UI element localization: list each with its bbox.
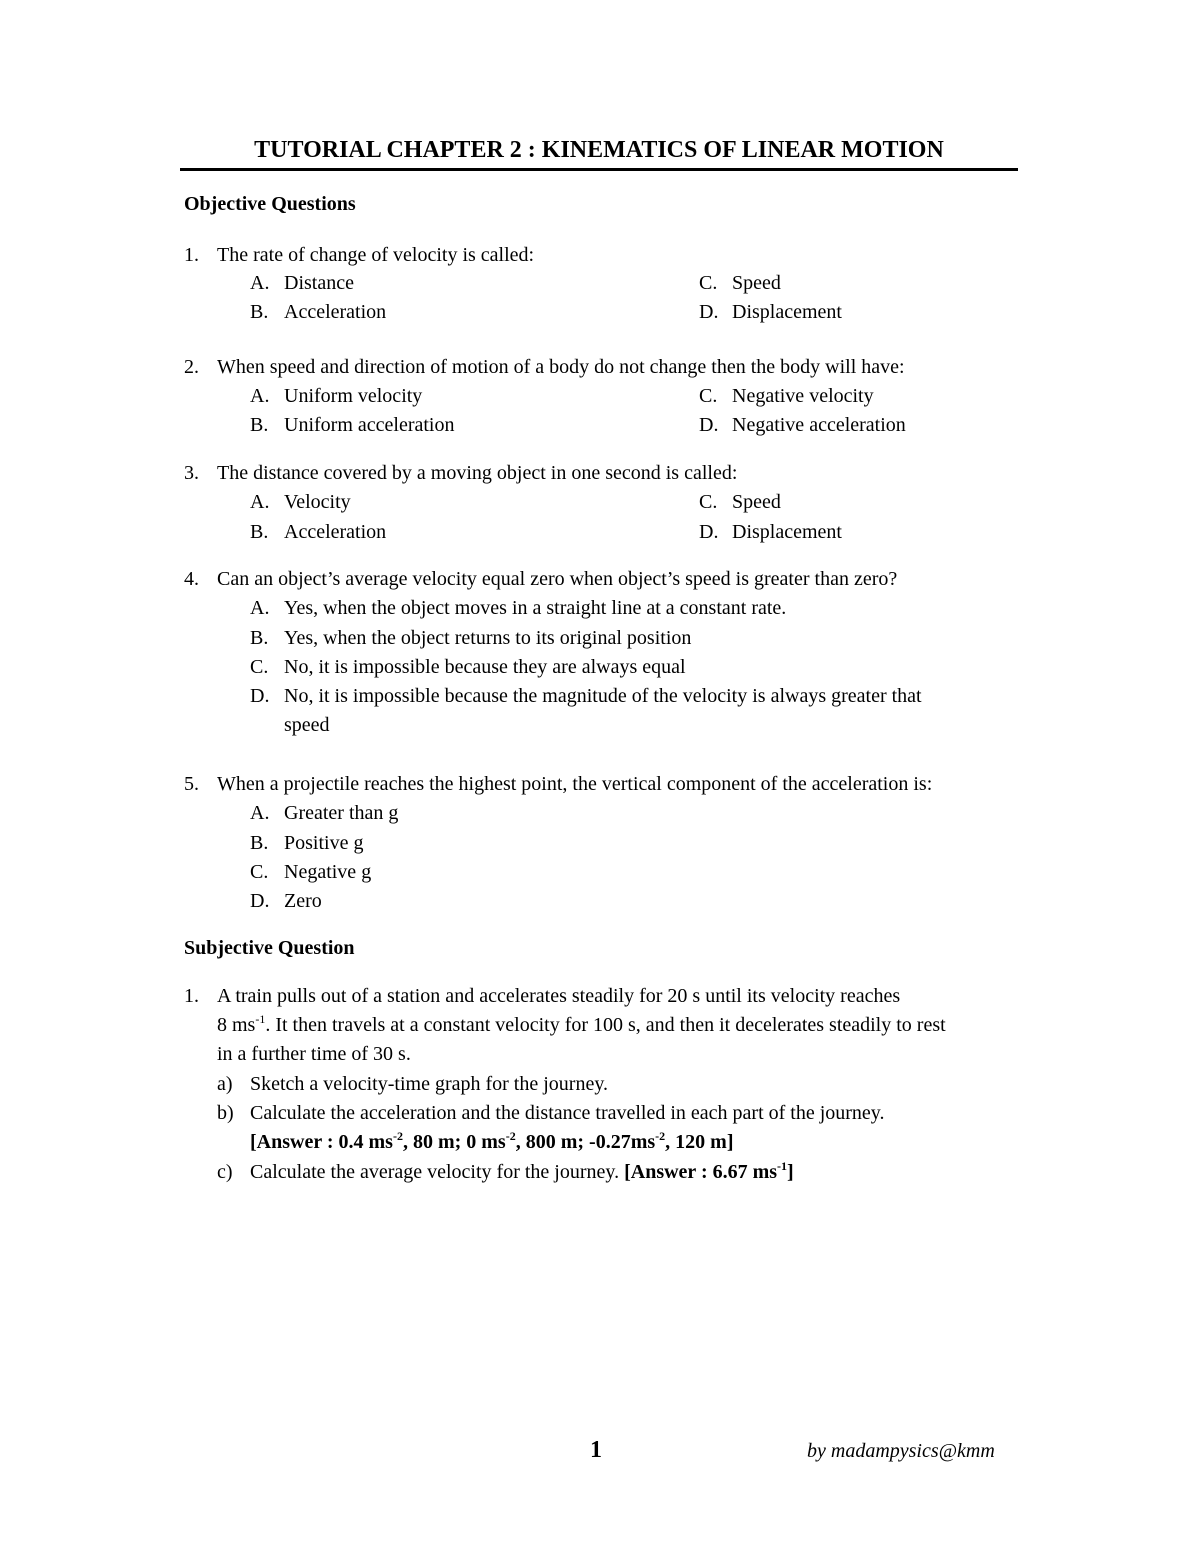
document-page: TUTORIAL CHAPTER 2 : KINEMATICS OF LINEAR MOTION Objective Questions 1. The rate of change of velocity is called: A. Distance C. Speed B. Acceleration D. Displacement 2. When speed and direction of motion of a body do not change then the body will have: A. Uniform velocity C. Negative velocity B. Uniform acceleration D. Negative acceleration 3. The distance covered by a moving object in one second is called: A. Velocity C. Speed B. Acceleration D. Displacement 4. Can an object’s average velocity equal zero when object’s speed is greater than zero? A. Yes, when the object moves in a straight line at a constant rate. B. Yes, when the object returns to its original position C. No, it is impossible because they are always equal D. No, it is impossible because the magnitude of the velocity is always greater that speed 5. When a projectile reaches the highest point, the vertical component of the acceleration is: A. Greater than g B. Positive g C. Negative g D. Zero Subjective Question 1. A train pulls out of a station and accelerates steadily for 20 s until its velocity reaches 8 $ms^{-1}$. It then travels at a constant velocity for 100 s, and then it decelerates steadily to rest in a further time of 30 s. a) Sketch a velocity-time graph for the journey. b) Calculate the acceleration and the distance travelled in each part of the journey. [Answer : 0.4 $ms^{-2}$, 80 m; 0 $ms^{-2}$, 800 m; $-0.27ms^{-2}$, 120 m] c) Calculate the average velocity for the journey. [Answer : 6.67 $ms^{-1}$] 1 by madampysics@kmm [0, 0, 1200, 1553]
page-number: 1 [590, 1437, 602, 1463]
author-credit: by madampysics@kmm [807, 1440, 995, 1462]
objective-heading: Objective Questions [184, 193, 356, 215]
subjective-heading: Subjective Question [184, 937, 355, 959]
title-underline [180, 168, 1018, 171]
page-title: TUTORIAL CHAPTER 2 : KINEMATICS OF LINEAR MOTION [254, 137, 944, 163]
